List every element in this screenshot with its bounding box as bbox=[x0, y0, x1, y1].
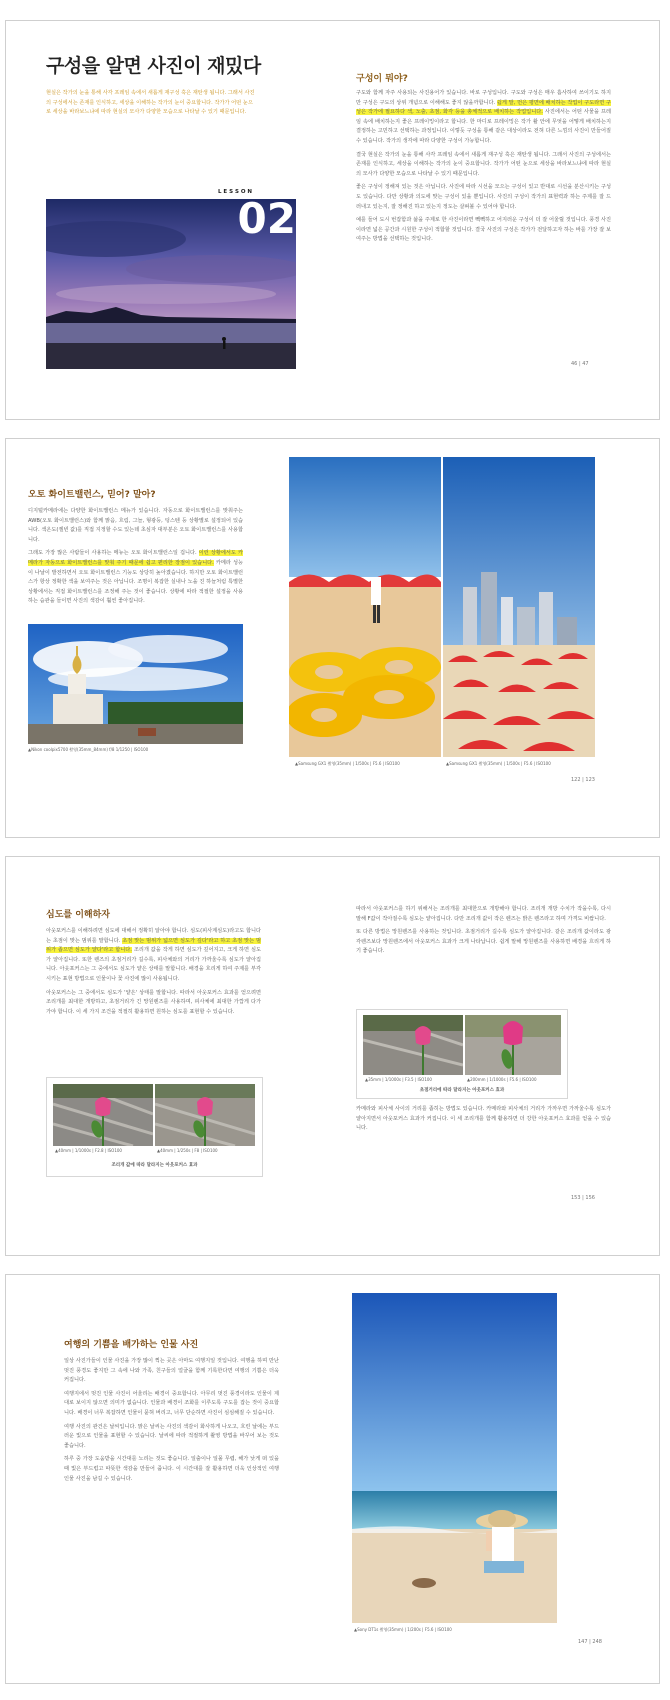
photo-caption: ▲Samsung GX1 촬영(35mm) | 1/500s | F5.6 | ISO100 bbox=[295, 761, 400, 766]
tulip-photo-blurred bbox=[155, 1084, 255, 1146]
body-text: 아웃포커스를 이해하려면 심도에 대해서 정확히 알아야 합니다. 심도(피사계심도)라고도 합니다는 초점이 맞는 범위를 말합니다. bbox=[46, 928, 261, 944]
photo-caption: ▲Nikon coolpix5700 촬영(35mm_84mm) f/8 1/1250 | ISO100 bbox=[28, 747, 149, 752]
spread-white-balance bbox=[5, 438, 660, 838]
spread-depth-of-field bbox=[5, 856, 660, 1256]
church-photo bbox=[28, 624, 243, 744]
page-numbers: 46 | 47 bbox=[571, 361, 589, 367]
section-body bbox=[64, 1357, 279, 1484]
body-text: 구도와 함께 자주 사용되는 사진용어가 있습니다. 바로 구성입니다. 구도와 구성은 매우 흡사하여 쓰이기도 하지만 구성은 구도의 상위 개념으로 이해해도 좋지 않을까합니다. bbox=[356, 90, 611, 106]
figure-focal-length bbox=[356, 1009, 568, 1099]
body-text: 일상 사진가들이 인물 사진을 가장 많이 찍는 곳은 아마도 여행지일 것입니다. 여행을 하며 만난 멋진 풍경도 좋지만 그 속에 나와 가족, 친구들의 얼굴을 함께 기록한다면 여행의 기쁨은 더욱 커집니다. bbox=[64, 1358, 279, 1384]
body-text: 예를 들어 도시 번잡함과 삶을 주제로 한 사진이라면 빽빽하고 어지러운 구성이 더 잘 어울릴 것입니다. 풍경 사진이라면 넓은 공간과 시원한 구성이 적합할 것입니다. 결국 사진의 구성은 작가가 전달하고자 하는 바를 가장 잘 보여주는 방법을 선택하는 것입니다. bbox=[356, 217, 611, 243]
body-text: 여행 사진의 관건은 날씨입니다. 맑은 날씨는 사진의 색감이 화사하게 나오고, 흐린 날에는 부드러운 빛으로 인물을 표현할 수 있습니다. 날씨에 따라 적절하게 촬영 방법을 바꾸어 보는 것도 좋습니다. bbox=[64, 1423, 279, 1449]
body-text: 하루 중 가장 도움받을 시간대를 노리는 것도 좋습니다. 일출이나 일몰 무렵, 해가 낮게 떠 있을 때 빛은 부드럽고 따뜻한 색감을 만들어 줍니다. 이 시간대를 잘 활용하면 더욱 인상적인 여행 인물 사진을 남길 수 있습니다. bbox=[64, 1456, 279, 1482]
photo-caption: ▲Sony DT1s 촬영(35mm) | 1/200s | F5.6 | ISO100 bbox=[354, 1627, 452, 1632]
body-text: 아웃포커스는 그 중에서도 심도가 '얕은' 상태를 말합니다. 따라서 아웃포커스 효과를 얻으려면 조리개를 최대한 개방하고, 초점거리가 긴 망원렌즈를 사용하며, 피사체에 최대한 가깝게 다가가야 합니다. 이 세 가지 조건을 적절히 활용하면 원하는 심도를 표현할 수 있습니다. bbox=[46, 989, 261, 1015]
page-title: 구성을 알면 사진이 재밌다 bbox=[46, 55, 261, 77]
section-body-right bbox=[356, 905, 611, 957]
body-text: 결국 현실은 작가의 눈을 통해 사각 프레임 속에서 새롭게 재구성 혹은 재탄생 됩니다. 그래서 사진의 구성에서는 존재를 인식하고, 세상을 이해하는 작가의 눈이 중요합니다. 작가가 어떤 눈으로 세상을 바라보느냐에 따라 현실의 모사가 다양한 모습으로 나타날 수 있기 때문입니다. bbox=[356, 151, 611, 177]
page-title: 오토 화이트밸런스, 믿어? 말아? bbox=[28, 490, 156, 500]
body-text: 사진에서는 어떤 사물을 프레임 속에 배치하는지 좋은 프레이밍이라고 합니다. 한 마디로 프레이밍은 작가 촬 안에 무엇을 어떻게 배치하는지 결정하는 고민하고 선택하는 과정입니다. 이렇듯 구성을 통해 같은 대상이라도 전혀 다른 느낌의 사진이 만들어질 수 있습니다. 작가의 생각에 따라 다양한 구성이 가능합니다. bbox=[356, 109, 611, 144]
section-title: 구성이 뭐야? bbox=[356, 74, 408, 84]
spread-composition bbox=[5, 20, 660, 420]
beach-sunset-photo bbox=[46, 199, 296, 369]
highlighted-text: 초점 맞는 범위가 넓으면 심도가 깊다'라고 하고 초점 맞는 범위가 좁으면 심도가 얕다'라고 합니다. bbox=[46, 937, 262, 954]
page-numbers: 153 | 156 bbox=[571, 1195, 595, 1201]
tulip-photo-sharp bbox=[53, 1084, 153, 1146]
body-text: 여행지에서 멋진 인물 사진이 어울리는 배경이 중요합니다. 아무리 멋진 풍경이라도 인물이 제대로 보이지 않으면 의미가 없습니다. 인물과 배경이 조화를 이루도록 구도를 잡는 것이 중요합니다. 배경이 너무 복잡하면 인물이 묻혀 버리고, 너무 단순하면 사진이 심심해질 수 있습니다. bbox=[64, 1390, 279, 1416]
body-text: 카메라 성능이 나날이 발전하면서 오토 화이트밸런스 기능도 상당히 높아졌습니다. 하지만 오토 화이트밸런스가 항상 정확한 색을 보여주는 것은 아닙니다. 조명이 복잡한 실내나 노을 진 하늘처럼 특별한 상황에서는 직접 화이트밸런스를 조정해 주는 것이 좋습니다. 상황에 따라 적절한 설정을 사용하는 습관을 들이면 사진의 색감이 훨씬 좋아집니다. bbox=[28, 559, 243, 605]
figure-aperture bbox=[46, 1077, 263, 1177]
highlighted-text: 이런 상황에서도 카메라가 자동으로 화이트밸런스를 맞춰 주기 때문에 쉽고 편리한 장점이 있습니다. bbox=[28, 550, 243, 566]
photo-caption: ▲200mm | 1/1000s | F5.6 | ISO100 bbox=[467, 1077, 537, 1082]
tulip-photo-tele bbox=[465, 1015, 561, 1075]
beach-umbrellas-photo bbox=[443, 457, 595, 757]
page-numbers: 147 | 248 bbox=[578, 1639, 602, 1645]
body-text: 따라서 아웃포커스를 하기 위해서는 조리개를 최대한으로 개방해야 합니다. 조리개 개방 수치가 작을수록, 다시 말해 F값이 작아질수록 심도는 얕아집니다. 다만 조리개 값이 작은 렌즈는 밝은 렌즈라고 하며 가격도 비쌉니다. bbox=[356, 906, 611, 922]
body-text: 그래도 가장 많은 사람들이 사용하는 메뉴는 오토 화이트밸런스일 겁니다. bbox=[28, 550, 197, 557]
figure-caption: 조리개 값에 따라 달라지는 아웃포커스 효과 bbox=[111, 1163, 198, 1168]
page-title: 심도를 이해하자 bbox=[46, 910, 110, 920]
tulip-photo-wide bbox=[363, 1015, 463, 1075]
section-body-left bbox=[46, 927, 261, 1017]
body-text: 또 다른 방법은 망원렌즈를 사용하는 것입니다. 초점거리가 길수록 심도가 얕아집니다. 같은 조리개 값이라도 광각렌즈보다 망원렌즈에서 아웃포커스 효과가 크게 나타납니다. 쉽게 말해 망원렌즈를 사용하면 배경을 흐리게 하기 좋습니다. bbox=[356, 929, 611, 955]
page-title: 여행의 기쁨을 배가하는 인물 사진 bbox=[64, 1340, 199, 1350]
body-text: 카메라와 피사체 사이의 거리를 좁히는 방법도 있습니다. 카메라와 피사체의 거리가 가까우면 가까울수록 심도가 얕아지면서 아웃포커스 효과가 커집니다. 이 세 조리개를 함께 활용하면 더 강한 아웃포커스 효과를 얻을 수 있습니다. bbox=[356, 1106, 611, 1132]
woman-on-beach-photo bbox=[352, 1293, 557, 1623]
body-text: 디지털카메라에는 다양한 화이트밸런스 메뉴가 있습니다. 자동으로 화이트밸런스를 맞춰주는 AWB(오토 화이트밸런스)와 함께 맑음, 흐림, 그늘, 형광등, 텅스텐 등 상황별로 설정되어 있습니다. 색온도(켈빈 값)를 직접 지정할 수도 있는데 초심자 대부분은 오토 화이트밸런스를 사용합니다. bbox=[28, 508, 243, 543]
lesson-number: 02 bbox=[237, 199, 296, 243]
photo-caption: ▲Samsung GX1 촬영(35mm) | 1/500s | F5.6 | ISO100 bbox=[446, 761, 551, 766]
photo-caption: ▲35mm | 1/1000s | F3.5 | ISO100 bbox=[365, 1077, 432, 1082]
spread-travel-portrait bbox=[5, 1274, 660, 1684]
section-body bbox=[28, 507, 243, 607]
body-text: 좋은 구성이 정해져 있는 것은 아닙니다. 사진에 따라 시선을 모으는 구성이 있고 반대로 시선을 분산시키는 구성도 있습니다. 다만 상황과 의도에 맞는 구성이 있을 뿐입니다. 사진의 구성이 작가의 표현력과 하는 주제를 잘 드러내고 있는지, 잘 정해진 하고 있는지 정도는 살펴볼 수 있어야 합니다. bbox=[356, 184, 611, 210]
figure-caption: 초점거리에 따라 달라지는 아웃포커스 효과 bbox=[419, 1088, 505, 1093]
highlighted-text: 쉽게 말, 먼은 평면에 배치하는 작업이 구도라면 구성은 작가에 필요하다 색, 노출, 초점, 화각 등을 총체적으로 배치하는 작업입니다. bbox=[356, 99, 611, 116]
section-body bbox=[356, 89, 611, 245]
body-text: 조리개 값을 작게 하면 심도가 깊어지고, 크게 하면 심도가 얕아집니다. 또한 렌즈의 초점거리가 길수록, 피사체와의 거리가 가까울수록 심도가 얕아집니다. 아웃포커스는 그 중에서도 심도가 얕은 상태를 말합니다. 배경을 흐리게 하여 주제를 부각시키는 표현 방법으로 인물이나 꽃 사진에 많이 사용됩니다. bbox=[46, 947, 261, 982]
section-body-right-2 bbox=[356, 1105, 611, 1134]
intro-text: 현실은 작가의 눈을 통해 사각 프레임 속에서 새롭게 재구성 혹은 재탄생 됩니다. 그래서 사진의 구성에서는 존재를 인식하고, 세상을 이해하는 작가의 눈이 중요합니다. 작가가 어떤 눈으로 세상을 바라보느냐에 따라 현실의 모사가 다양한 모습으로 나타날 수 있기 때문입니다. bbox=[46, 90, 255, 115]
photo-caption: ▲40mm | 1/250s | F8 | ISO100 bbox=[157, 1148, 218, 1153]
photo-caption: ▲40mm | 1/1000s | F2.8 | ISO100 bbox=[55, 1148, 122, 1153]
beach-tubes-photo bbox=[289, 457, 441, 757]
page-numbers: 122 | 123 bbox=[571, 777, 595, 783]
lesson-label: L E S S O N bbox=[218, 189, 253, 195]
